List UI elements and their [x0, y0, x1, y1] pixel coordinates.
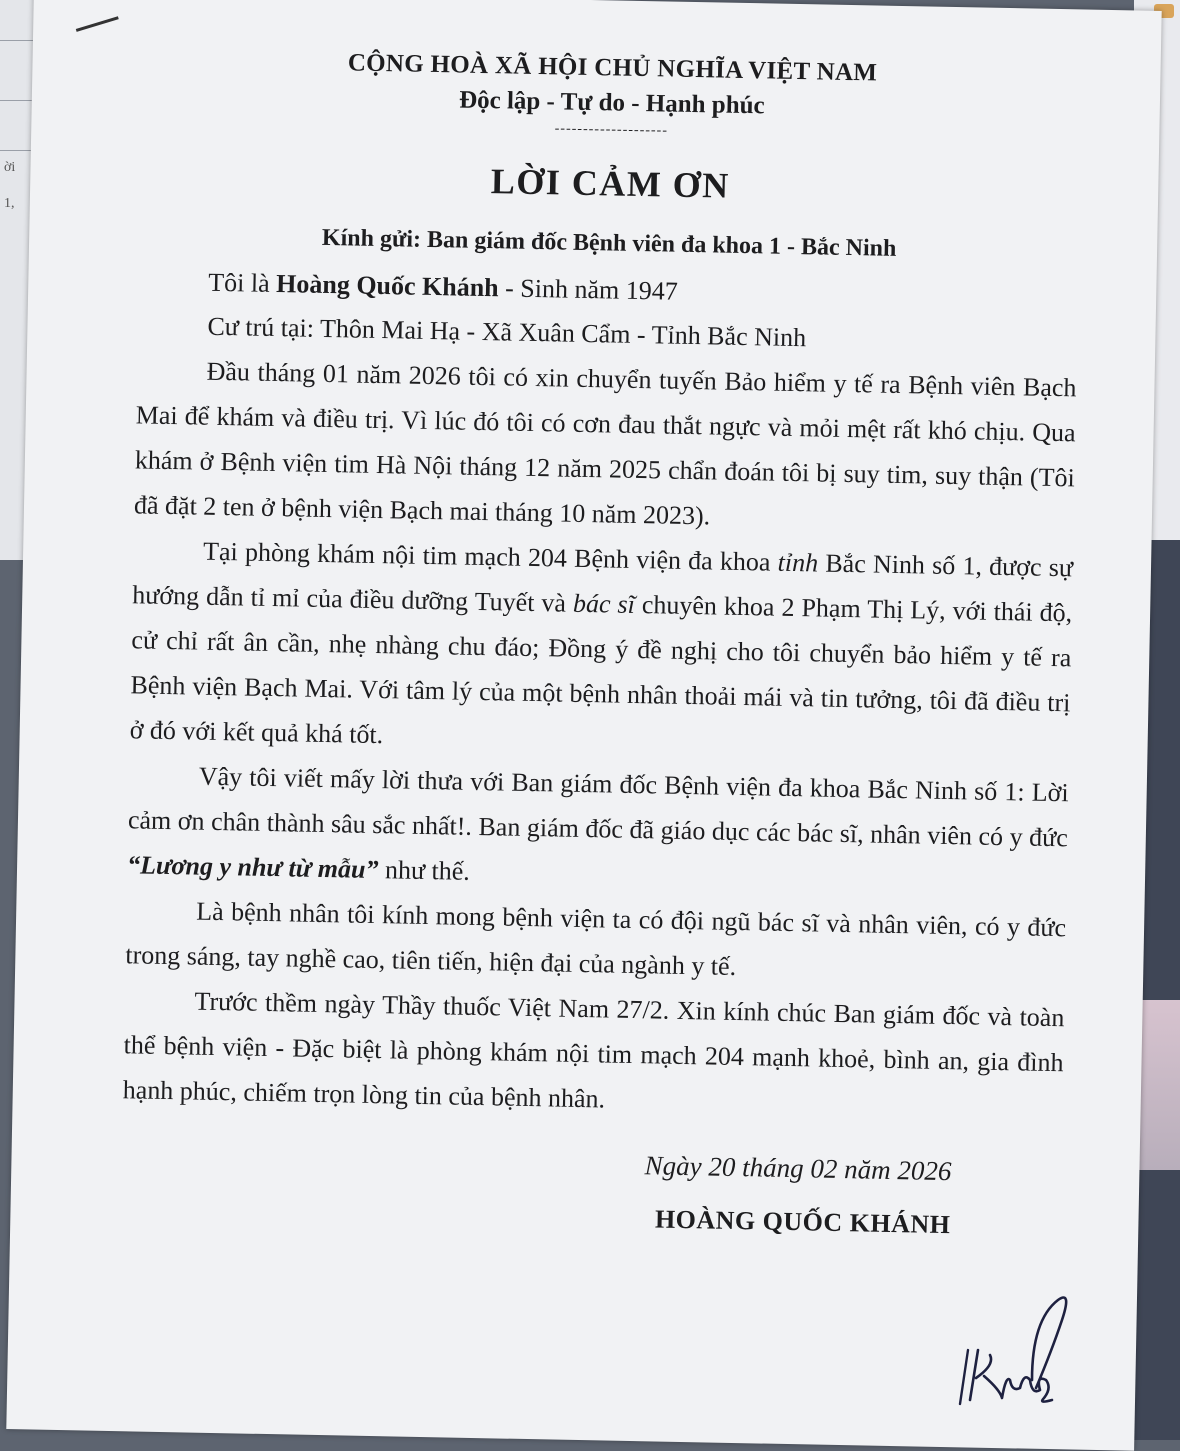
background-text-fragment: ời [4, 160, 16, 175]
letter-title: LỜI CẢM ƠN [490, 161, 731, 206]
paragraph-2-italic: bác sĩ [572, 588, 636, 619]
signing-date: Ngày 20 tháng 02 năm 2026 [644, 1150, 952, 1187]
paragraph-3 [127, 752, 1069, 905]
paragraph-2-italic: tỉnh [777, 547, 819, 578]
signer-name: HOÀNG QUỐC KHÁNH [654, 1204, 951, 1240]
quote-motto: “Lương y như từ mẫu” [126, 850, 379, 885]
paragraph-3-part: như thế. [378, 855, 471, 886]
intro-prefix: Tôi là [208, 267, 277, 299]
residence: Cư trú tại: Thôn Mai Hạ - Xã Xuân Cẩm - Tỉnh Bắc Ninh [207, 311, 807, 353]
paragraph-1: Đầu tháng 01 năm 2026 tôi có xin chuyển tuyến Bảo hiểm y tế ra Bệnh viên Bạch Mai để khám và điều trị. Vì lúc đó tôi có cơn đau thắt ngực và mỏi mệt rất khó chịu. Qua khám ở Bệnh viện tim Hà Nội tháng 12 năm 2025 chẩn đoán tôi bị suy tim, suy thận (Tôi đã đặt 2 ten ở bệnh viện Bạch mai tháng 10 năm 2023). [133, 356, 1077, 531]
paragraph-2-part: chuyên khoa 2 Phạm Thị Lý, với thái độ, cử chỉ rất ân cần, nhẹ nhàng chu đáo; Đồng ý đề nghị cho tôi chuyển bảo hiểm y tế ra Bệnh viện Bạch Mai. Với tâm lý của một bệnh nhân thoải mái và tin tưởng, tôi đã điều trị ở đó với kết quả khá tốt. [129, 589, 1073, 750]
birth-year: - Sinh năm 1947 [498, 273, 679, 306]
author-name: Hoàng Quốc Khánh [275, 269, 499, 303]
paragraph-4: Là bệnh nhân tôi kính mong bệnh viện ta có đội ngũ bác sĩ và nhân viên, có y đức trong sáng, tay nghề cao, tiên tiến, hiện đại của ngành y tế. [125, 896, 1067, 981]
letter-page [6, 0, 1161, 1451]
paragraph-2-part: Bắc Ninh số 1, được sự hướng dẫn tỉ mỉ của điều dưỡng Tuyết và [132, 548, 1074, 618]
paragraph-3-part: Vậy tôi viết mấy lời thưa với Ban giám đốc Bệnh viện đa khoa Bắc Ninh số 1: Lời cảm ơn chân thành sâu sắc nhất!. Ban giám đốc đã giáo dục các bác sĩ, nhân viên có y đức [127, 761, 1069, 853]
national-title: CỘNG HOÀ XÃ HỘI CHỦ NGHĨA VIỆT NAM [347, 49, 878, 87]
handwritten-signature [940, 1280, 1080, 1430]
paragraph-5: Trước thềm ngày Thầy thuốc Việt Nam 27/2. Xin kính chúc Ban giám đốc và toàn thể bệnh viện - Đặc biệt là phòng khám nội tim mạch 204 mạnh khoẻ, bình an, gia đình hạnh phúc, chiếm trọn lòng tin của bệnh nhân. [122, 986, 1065, 1114]
letter-content [120, 41, 1083, 1248]
national-motto: Độc lập - Tự do - Hạnh phúc [458, 86, 765, 120]
paragraph-2 [129, 527, 1073, 770]
addressee: Kính gửi: Ban giám đốc Bệnh viên đa khoa 1 - Bắc Ninh [321, 224, 897, 262]
background-text-fragment: 1, [4, 196, 15, 211]
paragraph-2-part: Tại phòng khám nội tim mạch 204 Bệnh viện đa khoa [202, 536, 778, 577]
header-divider: -------------------- [554, 121, 669, 139]
pen-mark [76, 16, 119, 32]
